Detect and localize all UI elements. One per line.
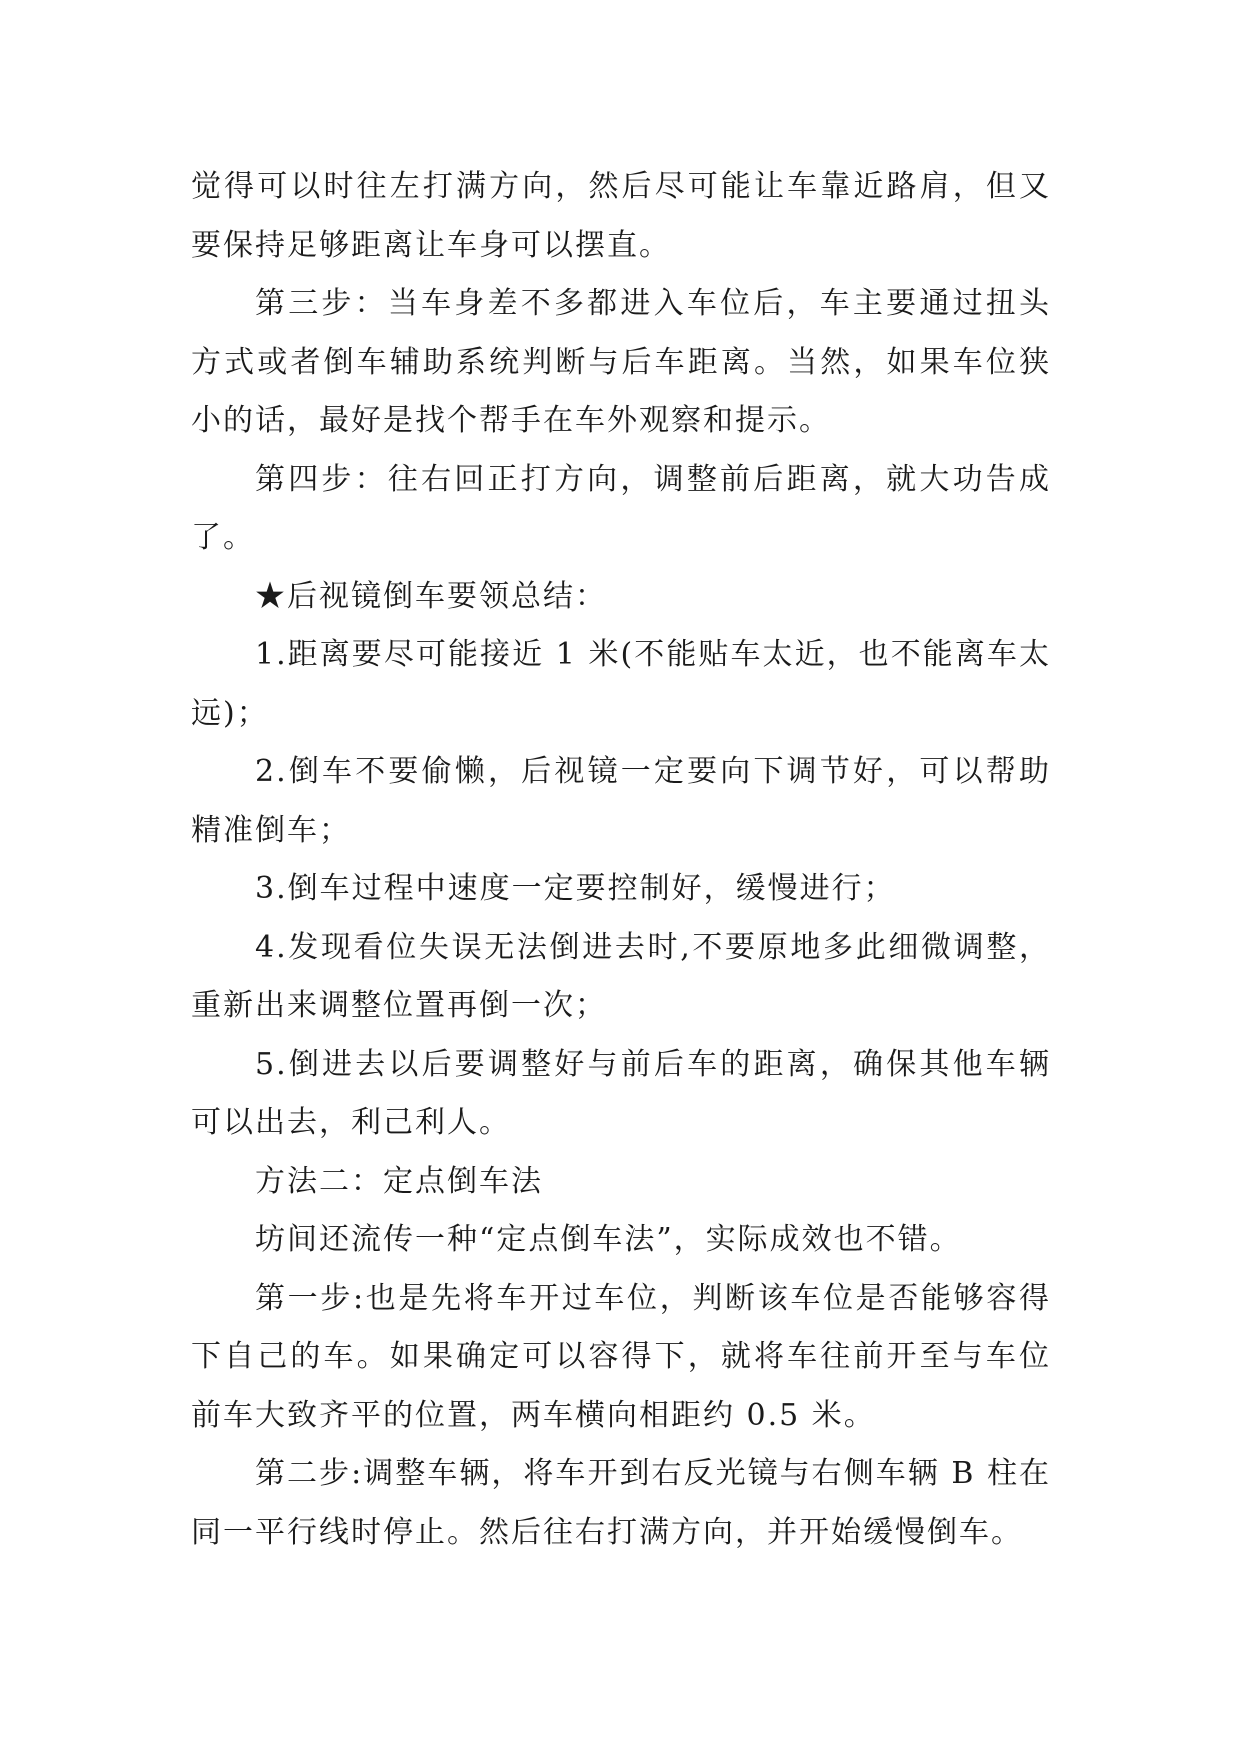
method-two-intro: 坊间还流传一种“定点倒车法”，实际成效也不错。 xyxy=(255,1222,962,1257)
summary-item-1: 1.距离要尽可能接近 1 米(不能贴车太近，也不能离车太远)； xyxy=(191,637,1051,731)
paragraph-step-four: 第四步：往右回正打方向，调整前后距离，就大功告成了。 xyxy=(191,461,1051,555)
method-two-heading: 方法二：定点倒车法 xyxy=(255,1163,543,1199)
summary-item-5: 5.倒进去以后要调整好与前后车的距离，确保其他车辆可以出去，利己利人。 xyxy=(191,1046,1051,1140)
summary-item-2: 2.倒车不要偷懒，后视镜一定要向下调节好，可以帮助精准倒车； xyxy=(191,754,1051,848)
paragraph-continuation: 觉得可以时往左打满方向，然后尽可能让车靠近路肩，但又要保持足够距离让车身可以摆直。 xyxy=(191,169,1051,263)
summary-heading: ★后视镜倒车要领总结： xyxy=(255,578,607,614)
body-text xyxy=(191,158,1051,1562)
summary-item-4: 4.发现看位失误无法倒进去时,不要原地多此细微调整，重新出来调整位置再倒一次； xyxy=(191,929,1051,1023)
paragraph-step-three: 第三步：当车身差不多都进入车位后，车主要通过扭头方式或者倒车辅助系统判断与后车距离。当然，如果车位狭小的话，最好是找个帮手在车外观察和提示。 xyxy=(191,286,1051,438)
summary-item-3: 3.倒车过程中速度一定要控制好，缓慢进行； xyxy=(255,871,896,906)
method-two-step-two: 第二步:调整车辆，将车开到右反光镜与右侧车辆 B 柱在同一平行线时停止。然后往右打满方向，并开始缓慢倒车。 xyxy=(191,1456,1051,1550)
method-two-step-one: 第一步:也是先将车开过车位，判断该车位是否能够容得下自己的车。如果确定可以容得下，就将车往前开至与车位前车大致齐平的位置，两车横向相距约 0.5 米。 xyxy=(191,1280,1051,1433)
